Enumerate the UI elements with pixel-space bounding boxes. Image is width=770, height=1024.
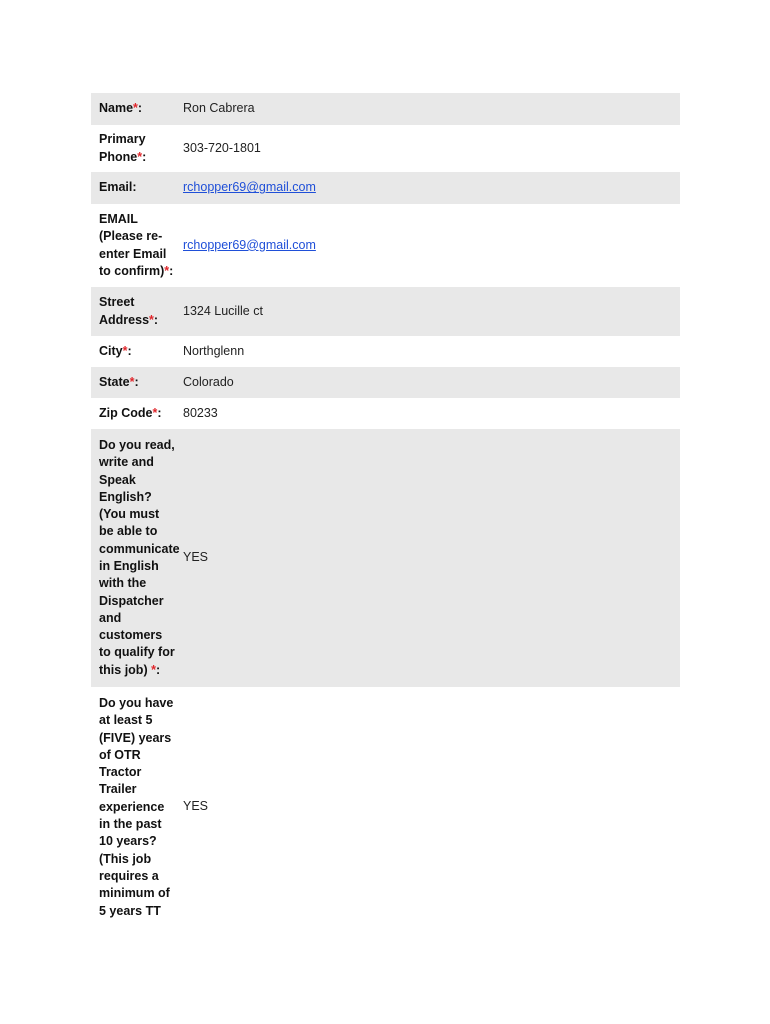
form-row-email <box>91 172 680 204</box>
required-marker: * <box>133 101 138 116</box>
required-marker: * <box>137 149 143 164</box>
email-label: Email: <box>99 180 137 195</box>
form-row-otr-experience <box>91 687 680 926</box>
street-address-label: Street Address*: <box>99 295 159 327</box>
email-confirm-label: EMAIL (Please re-enter Email to confirm)*: <box>99 211 174 278</box>
form-row-city <box>91 336 680 367</box>
email-link[interactable]: rchopper69@gmail.com <box>183 180 316 195</box>
form-row-name <box>91 93 680 125</box>
required-marker: * <box>122 343 128 358</box>
form-row-english <box>91 429 680 687</box>
otr-experience-answer-value: YES <box>183 799 209 813</box>
english-answer-value: YES <box>183 550 209 565</box>
form-row-email-confirm <box>91 204 680 287</box>
primary-phone-value: 303-720-1801 <box>183 140 261 155</box>
required-marker: * <box>149 312 154 327</box>
application-form <box>91 93 680 926</box>
city-value: Northglenn <box>183 343 245 358</box>
required-marker: * <box>152 405 158 420</box>
form-row-street-address <box>91 287 680 336</box>
city-label: City*: <box>99 343 132 358</box>
zip-code-label: Zip Code*: <box>99 405 162 420</box>
primary-phone-label: Primary Phone*: <box>99 132 147 164</box>
form-row-primary-phone <box>91 125 680 172</box>
name-label: Name*: <box>99 101 143 116</box>
state-value: Colorado <box>183 374 234 389</box>
required-marker: * <box>129 374 135 389</box>
required-marker: * <box>164 263 170 278</box>
otr-experience-question-label: Do you have at least 5 (FIVE) years of OTR Tractor Trailer experience in the past 10 years? (This job requires a minimum of 5 years TT <box>99 696 174 918</box>
email-confirm-link[interactable]: rchopper69@gmail.com <box>183 237 316 252</box>
zip-code-value: 80233 <box>183 405 218 420</box>
form-row-zip-code <box>91 398 680 429</box>
english-question-label: Do you read, write and Speak English? (You must be able to communicate in English with the Dispatcher and customers to qualify for this job) *: <box>99 437 180 677</box>
required-marker: * <box>151 662 156 677</box>
name-value: Ron Cabrera <box>183 101 255 116</box>
state-label: State*: <box>99 374 139 389</box>
street-address-value: 1324 Lucille ct <box>183 303 263 318</box>
form-row-state <box>91 367 680 398</box>
